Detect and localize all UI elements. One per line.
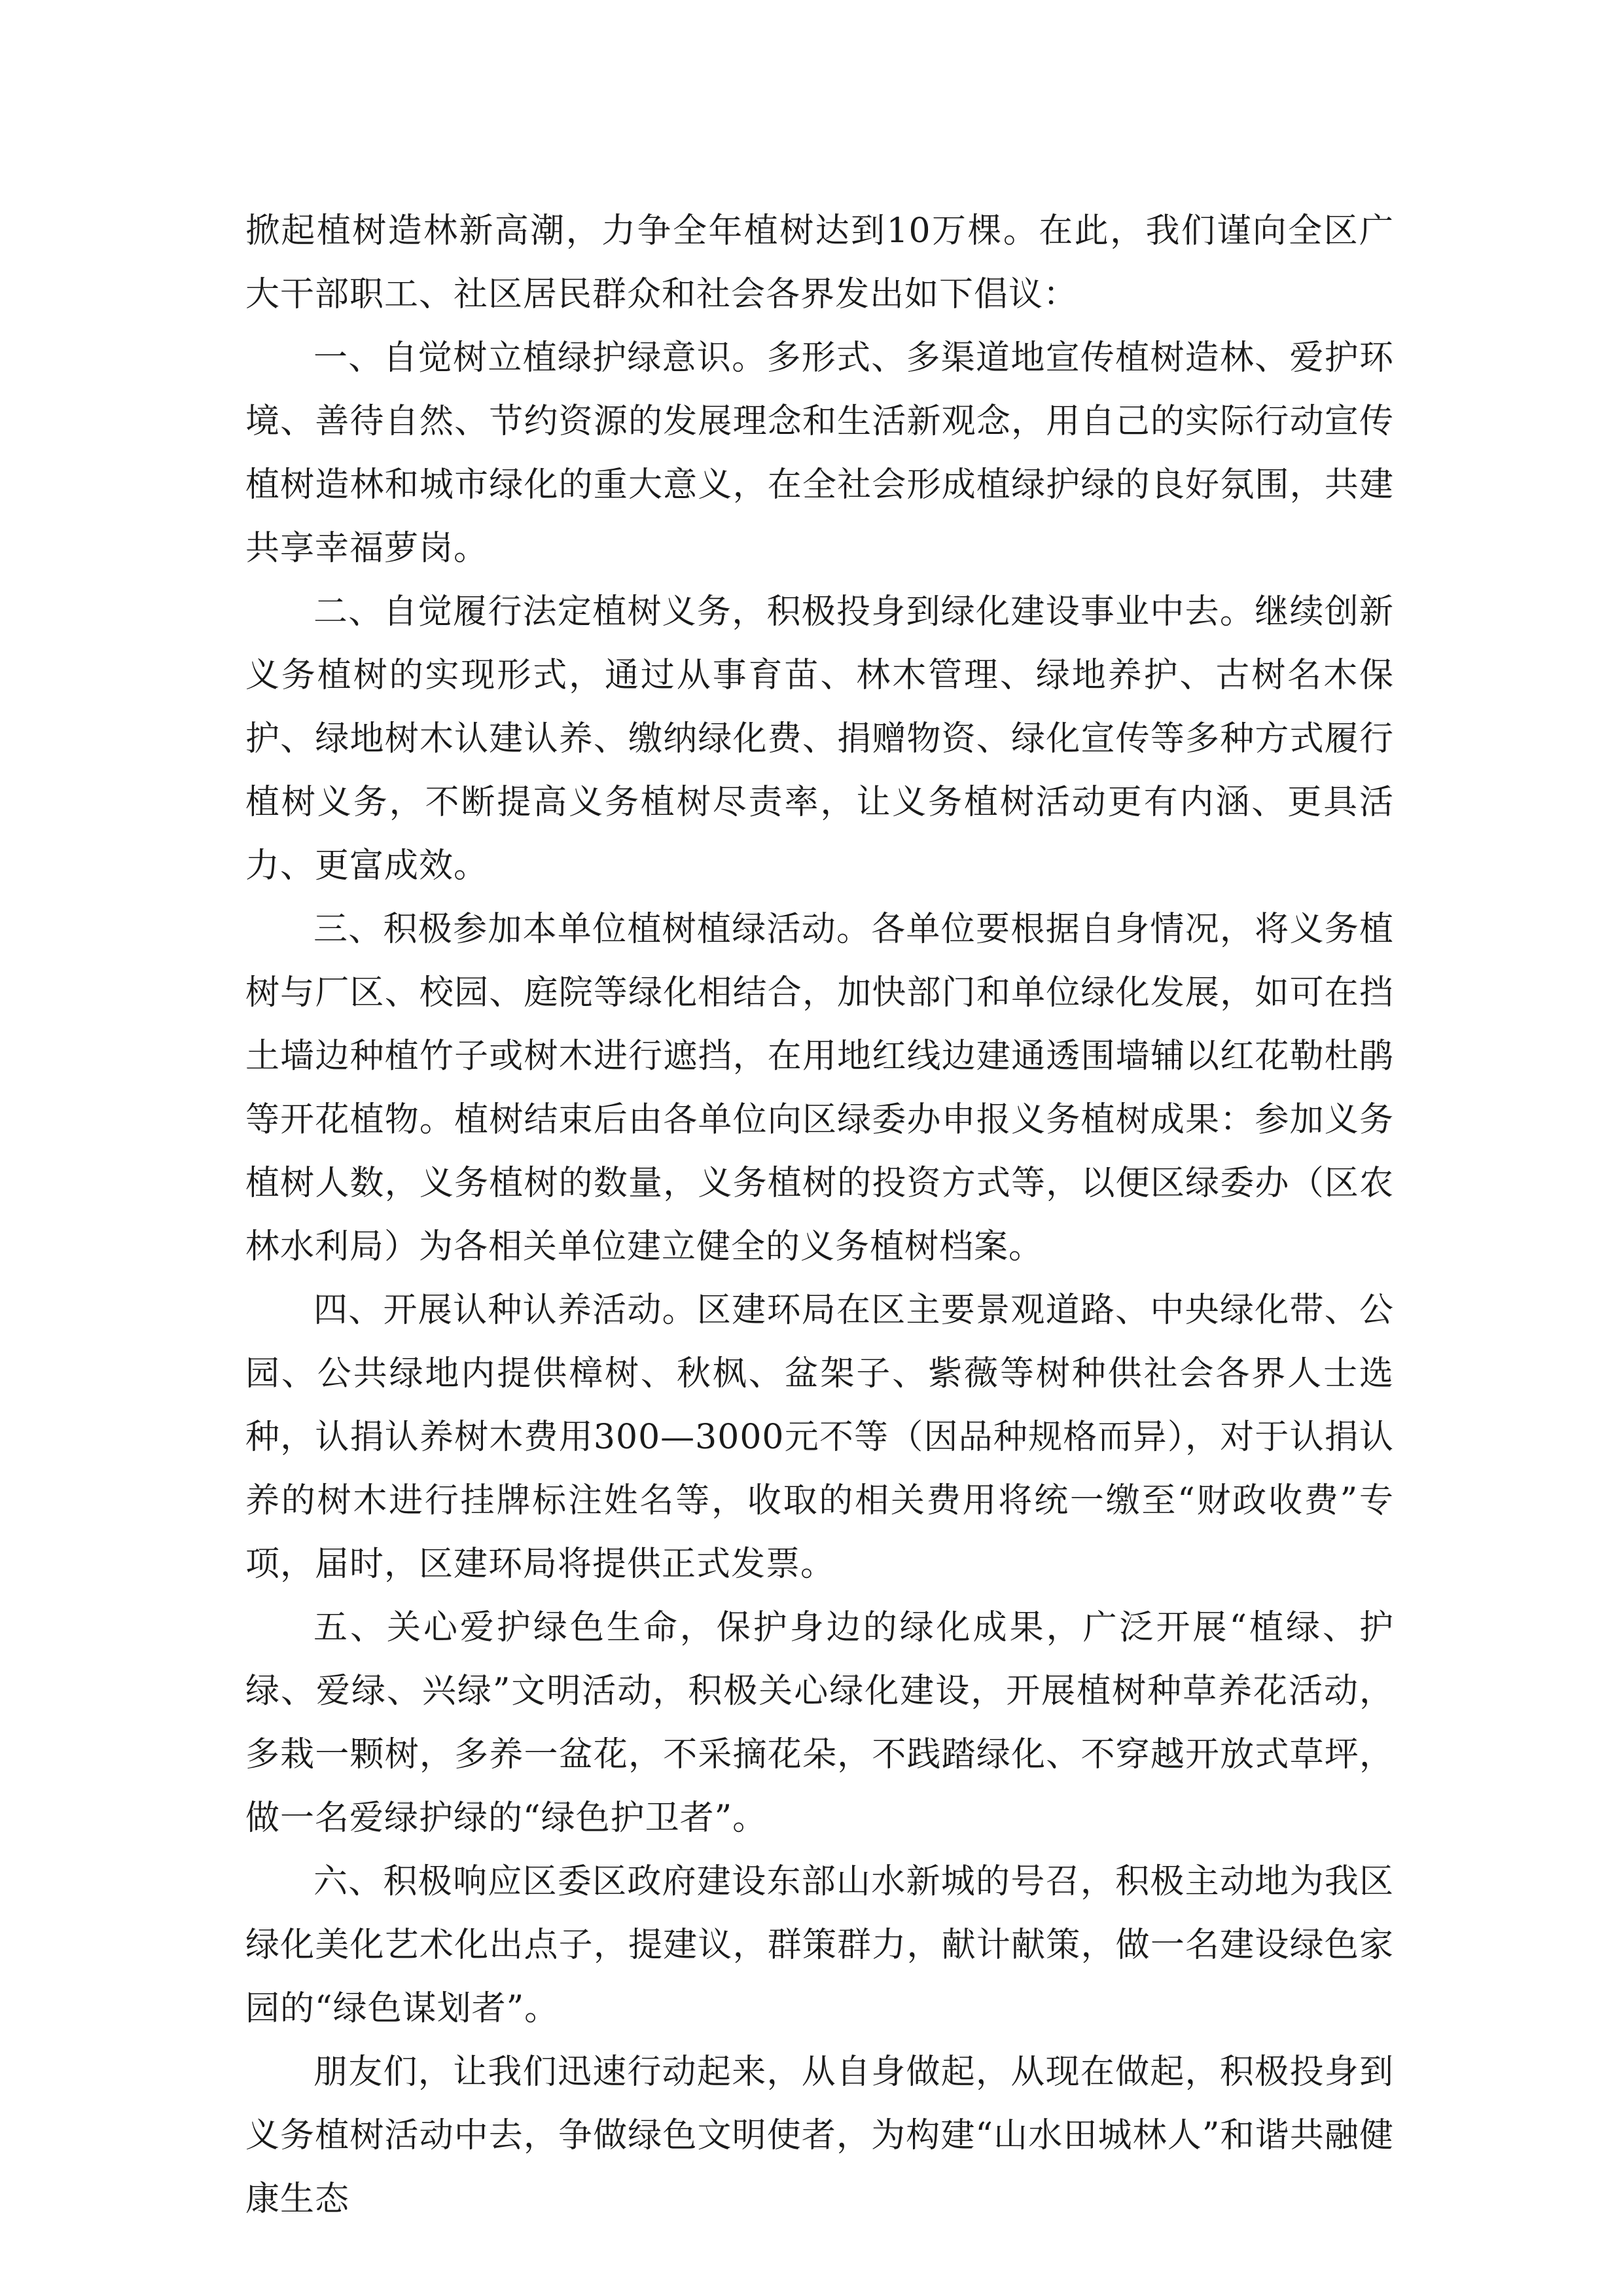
- document-body: [245, 200, 1394, 2231]
- paragraph-item-1: 一、自觉树立植绿护绿意识。多形式、多渠道地宣传植树造林、爱护环境、善待自然、节约资源的发展理念和生活新观念，用自己的实际行动宣传植树造林和城市绿化的重大意义，在全社会形成植绿护绿的良好氛围，共建共享幸福萝岗。: [245, 338, 1394, 568]
- paragraph-closing: 朋友们，让我们迅速行动起来，从自身做起，从现在做起，积极投身到义务植树活动中去，争做绿色文明使者，为构建“山水田城林人”和谐共融健康生态: [245, 2053, 1394, 2219]
- paragraph-intro: 掀起植树造林新高潮，力争全年植树达到10万棵。在此，我们谨向全区广大干部职工、社区居民群众和社会各界发出如下倡议：: [245, 211, 1394, 314]
- paragraph-item-4: 四、开展认种认养活动。区建环局在区主要景观道路、中央绿化带、公园、公共绿地内提供樟树、秋枫、盆架子、紫薇等树种供社会各界人士选种，认捐认养树木费用300—3000元不等（因品种规格而异），对于认捐认养的树木进行挂牌标注姓名等，收取的相关费用将统一缴至“财政收费”专项，届时，区建环局将提供正式发票。: [245, 1291, 1394, 1584]
- paragraph-item-3: 三、积极参加本单位植树植绿活动。各单位要根据自身情况，将义务植树与厂区、校园、庭院等绿化相结合，加快部门和单位绿化发展，如可在挡土墙边种植竹子或树木进行遮挡，在用地红线边建通透围墙辅以红花勒杜鹃等开花植物。植树结束后由各单位向区绿委办申报义务植树成果：参加义务植树人数，义务植树的数量，义务植树的投资方式等，以便区绿委办（区农林水利局）为各相关单位建立健全的义务植树档案。: [245, 910, 1394, 1266]
- paragraph-item-6: 六、积极响应区委区政府建设东部山水新城的号召，积极主动地为我区绿化美化艺术化出点子，提建议，群策群力，献计献策，做一名建设绿色家园的“绿色谋划者”。: [245, 1862, 1394, 2028]
- paragraph-item-2: 二、自觉履行法定植树义务，积极投身到绿化建设事业中去。继续创新义务植树的实现形式，通过从事育苗、林木管理、绿地养护、古树名木保护、绿地树木认建认养、缴纳绿化费、捐赠物资、绿化宣传等多种方式履行植树义务，不断提高义务植树尽责率，让义务植树活动更有内涵、更具活力、更富成效。: [245, 592, 1394, 886]
- paragraph-item-5: 五、关心爱护绿色生命，保护身边的绿化成果，广泛开展“植绿、护绿、爱绿、兴绿”文明活动，积极关心绿化建设，开展植树种草养花活动，多栽一颗树，多养一盆花，不采摘花朵，不践踏绿化、不穿越开放式草坪，做一名爱绿护绿的“绿色护卫者”。: [245, 1608, 1394, 1838]
